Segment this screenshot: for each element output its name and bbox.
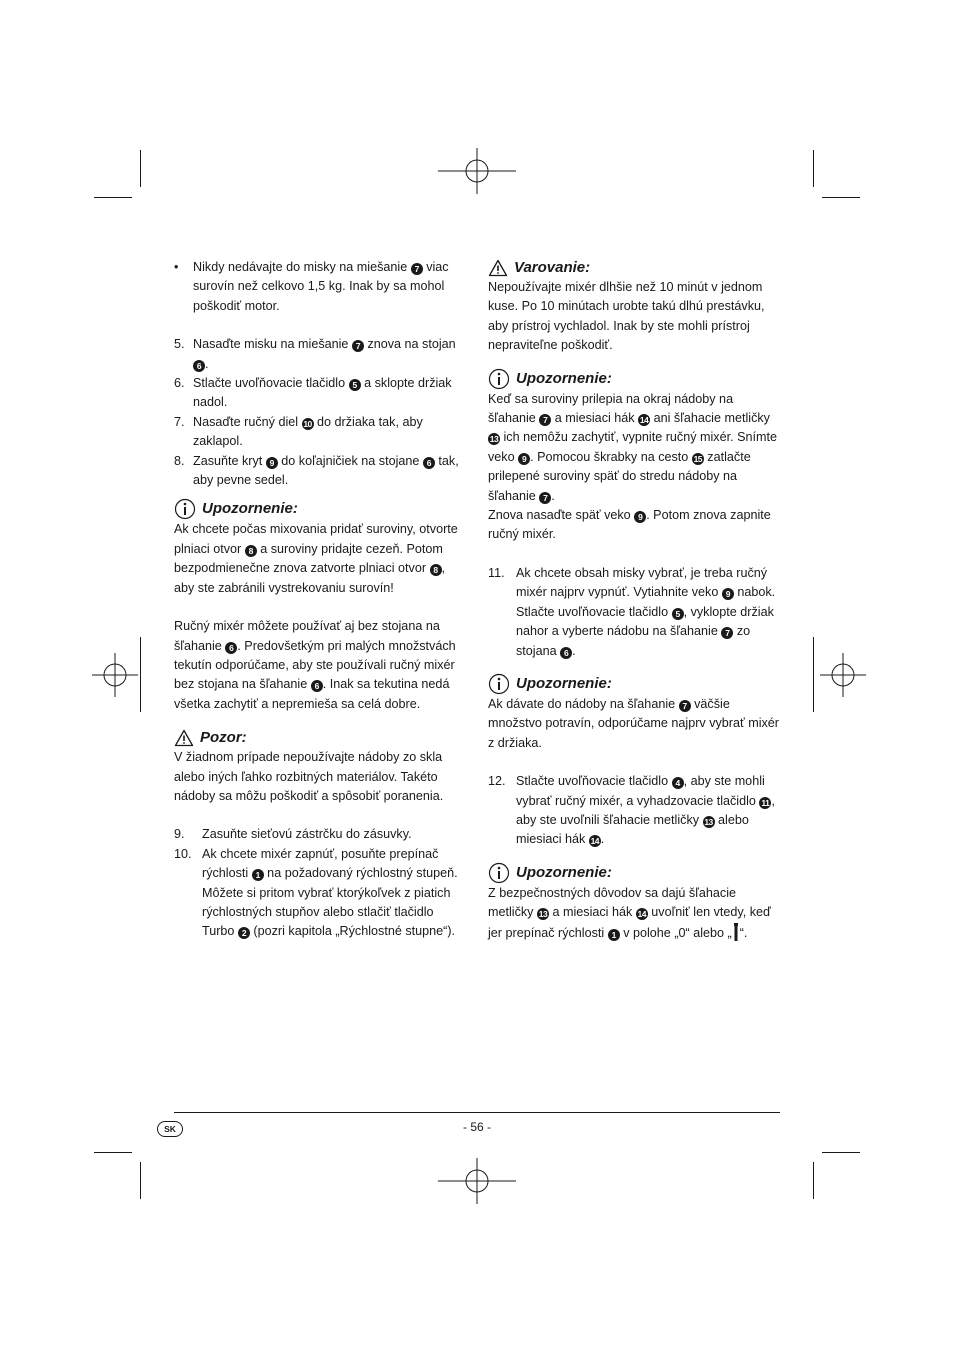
part-number-badge: 13 — [704, 816, 713, 827]
info-icon — [488, 673, 510, 695]
part-number-badge: 5 — [349, 379, 361, 391]
step-item: 10. Ak chcete mixér zapnúť, posuňte prepínač rýchlosti 1 na požadovaný rýchlostný stupeň. Môžete si pritom vybrať ktorýkoľvek z piatich rýchlostných stupňov alebo stlačiť tlačidlo Turbo 2 (pozri kapitola „Rýchlostné stupne“). — [174, 846, 458, 939]
note-heading: Upozornenie: — [174, 498, 466, 520]
step-item: 7. Nasaďte ručný diel 10 do držiaka tak, aby zaklapol. — [174, 414, 423, 449]
caution-text: V žiadnom prípade nepoužívajte nádoby zo skla alebo iných ľahko rozbitných materiálov. Takéto nádoby sa môžu poškodiť a spôsobiť poranenia. — [174, 750, 444, 803]
language-badge: SK — [157, 1121, 183, 1137]
caution-heading: Pozor: — [174, 728, 466, 748]
note-text: Z bezpečnostných dôvodov sa dajú šľahacie metličky 13 a miesiaci hák 14 uvoľniť len vtedy, keď jer prepínač rýchlosti 1 v polohe „0“ alebo „ “. — [488, 885, 771, 940]
part-number-badge: 6 — [560, 647, 572, 659]
warning-triangle-icon — [488, 259, 508, 277]
note-heading: Upozornenie: — [488, 673, 780, 695]
info-icon — [488, 862, 510, 884]
part-number-badge: 14 — [639, 415, 649, 426]
note-heading: Upozornenie: — [488, 862, 780, 884]
part-number-badge: 8 — [245, 545, 257, 557]
registration-mark-right — [820, 653, 866, 697]
part-number-badge: 13 — [489, 434, 499, 445]
part-number-badge: 7 — [352, 340, 364, 352]
warning-triangle-icon — [174, 729, 194, 747]
part-number-badge: 15 — [693, 453, 703, 464]
part-number-badge: 9 — [518, 453, 530, 465]
note-heading: Upozornenie: — [488, 368, 780, 390]
step-item: 11. Ak chcete obsah misky vybrať, je treba ručný mixér najprv vypnúť. Vytiahnite veko 9 nabok. Stlačte uvoľňovacie tlačidlo 5 , vyklopte držiak nahor a vyberte nádobu na šľahanie 7 zo stojana 6 . — [488, 565, 776, 658]
part-number-badge: 11 — [761, 797, 770, 808]
part-number-badge: 13 — [538, 909, 548, 920]
bullet-item: • Nikdy nedávajte do misky na miešanie 7 viac surovín než celkovo 1,5 kg. Inak by sa mohol poškodiť motor. — [174, 260, 449, 313]
left-column — [174, 258, 466, 942]
step-item: 5. Nasaďte misku na miešanie 7 znova na stojan 6 . — [174, 337, 456, 371]
part-number-badge: 2 — [238, 927, 250, 939]
part-number-badge: 1 — [608, 929, 620, 941]
registration-mark-top — [438, 148, 516, 194]
right-column — [488, 258, 780, 943]
part-number-badge: 7 — [411, 263, 423, 275]
part-number-badge: 6 — [423, 457, 435, 469]
part-number-badge: 9 — [634, 511, 646, 523]
paragraph: Ručný mixér môžete používať aj bez stojana na šľahanie 6 . Predovšetkým pri malých množstvách tekutín odporúčame, aby ste používali ručný mixér bez stojana na šľahanie 6 . Inak sa tekutina nedá všetka zachytiť a nepremieša sa celá dobre. — [174, 619, 456, 711]
part-number-badge: 1 — [252, 869, 264, 881]
part-number-badge: 7 — [721, 627, 733, 639]
part-number-badge: 9 — [266, 457, 278, 469]
warning-text: Nepoužívajte mixér dlhšie než 10 minút v jednom kuse. Po 10 minútach urobte takú dlhú prestávku, aby prístroj vychladol. Inak by ste mohli prístroj nepraviteľne poškodiť. — [488, 280, 765, 353]
step-item: 9. Zasuňte sieťovú zástrčku do zásuvky. — [174, 827, 412, 842]
note-text: Ak dávate do nádoby na šľahanie 7 väčšie množstvo potravín, odporúčame najprv vybrať mixér z držiaka. — [488, 696, 780, 750]
registration-mark-bottom — [438, 1158, 516, 1204]
part-number-badge: 8 — [430, 564, 442, 576]
info-icon — [174, 498, 196, 520]
note-text: Ak chcete počas mixovania pridať suroviny, otvorte plniaci otvor 8 a suroviny pridajte cezeň. Potom bezpodmienečne znova zatvorte plniaci otvor 8 , aby ste zabránili vystrekovaniu surovín! — [174, 522, 458, 595]
part-number-badge: 6 — [193, 360, 205, 372]
step-item: 12. Stlačte uvoľňovacie tlačidlo 4 , aby ste mohli vybrať ručný mixér, a vyhadzovacie tlačidlo 11 , aby ste uvoľnili šľahacie metličky 13 alebo miesiaci hák 14 . — [488, 774, 775, 847]
registration-mark-left — [92, 653, 138, 697]
speed-lever-icon — [733, 923, 739, 941]
note-text: Znova nasaďte späť veko 9 . Potom znova zapnite ručný mixér. — [488, 508, 771, 542]
part-number-badge: 5 — [672, 608, 684, 620]
part-number-badge: 6 — [225, 642, 237, 654]
footer-rule — [174, 1112, 780, 1113]
part-number-badge: 7 — [539, 414, 551, 426]
part-number-badge: 4 — [672, 777, 684, 789]
note-text: Keď sa suroviny prilepia na okraj nádoby na šľahanie 7 a miesiaci hák 14 ani šľahacie metličky 13 ich nemôžu zachytiť, vypnite ručný mixér. Snímte veko 9 . Pomocou škrabky na cesto 15 zatlačte prilepené suroviny späť do stredu nádoby na šľahanie 7 . — [488, 391, 777, 503]
part-number-badge: 9 — [722, 588, 734, 600]
warning-heading: Varovanie: — [488, 258, 780, 278]
page-number: - 56 - — [462, 1120, 491, 1134]
part-number-badge: 10 — [303, 418, 312, 429]
step-item: 8. Zasuňte kryt 9 do koľajničiek na stojane 6 tak, aby pevne sedel. — [174, 453, 459, 488]
step-item: 6. Stlačte uvoľňovacie tlačidlo 5 a sklopte držiak nadol. — [174, 376, 452, 410]
info-icon — [488, 368, 510, 390]
part-number-badge: 7 — [679, 700, 691, 712]
part-number-badge: 14 — [637, 909, 647, 920]
part-number-badge: 6 — [311, 680, 323, 692]
part-number-badge: 7 — [539, 492, 551, 504]
part-number-badge: 14 — [590, 836, 600, 847]
